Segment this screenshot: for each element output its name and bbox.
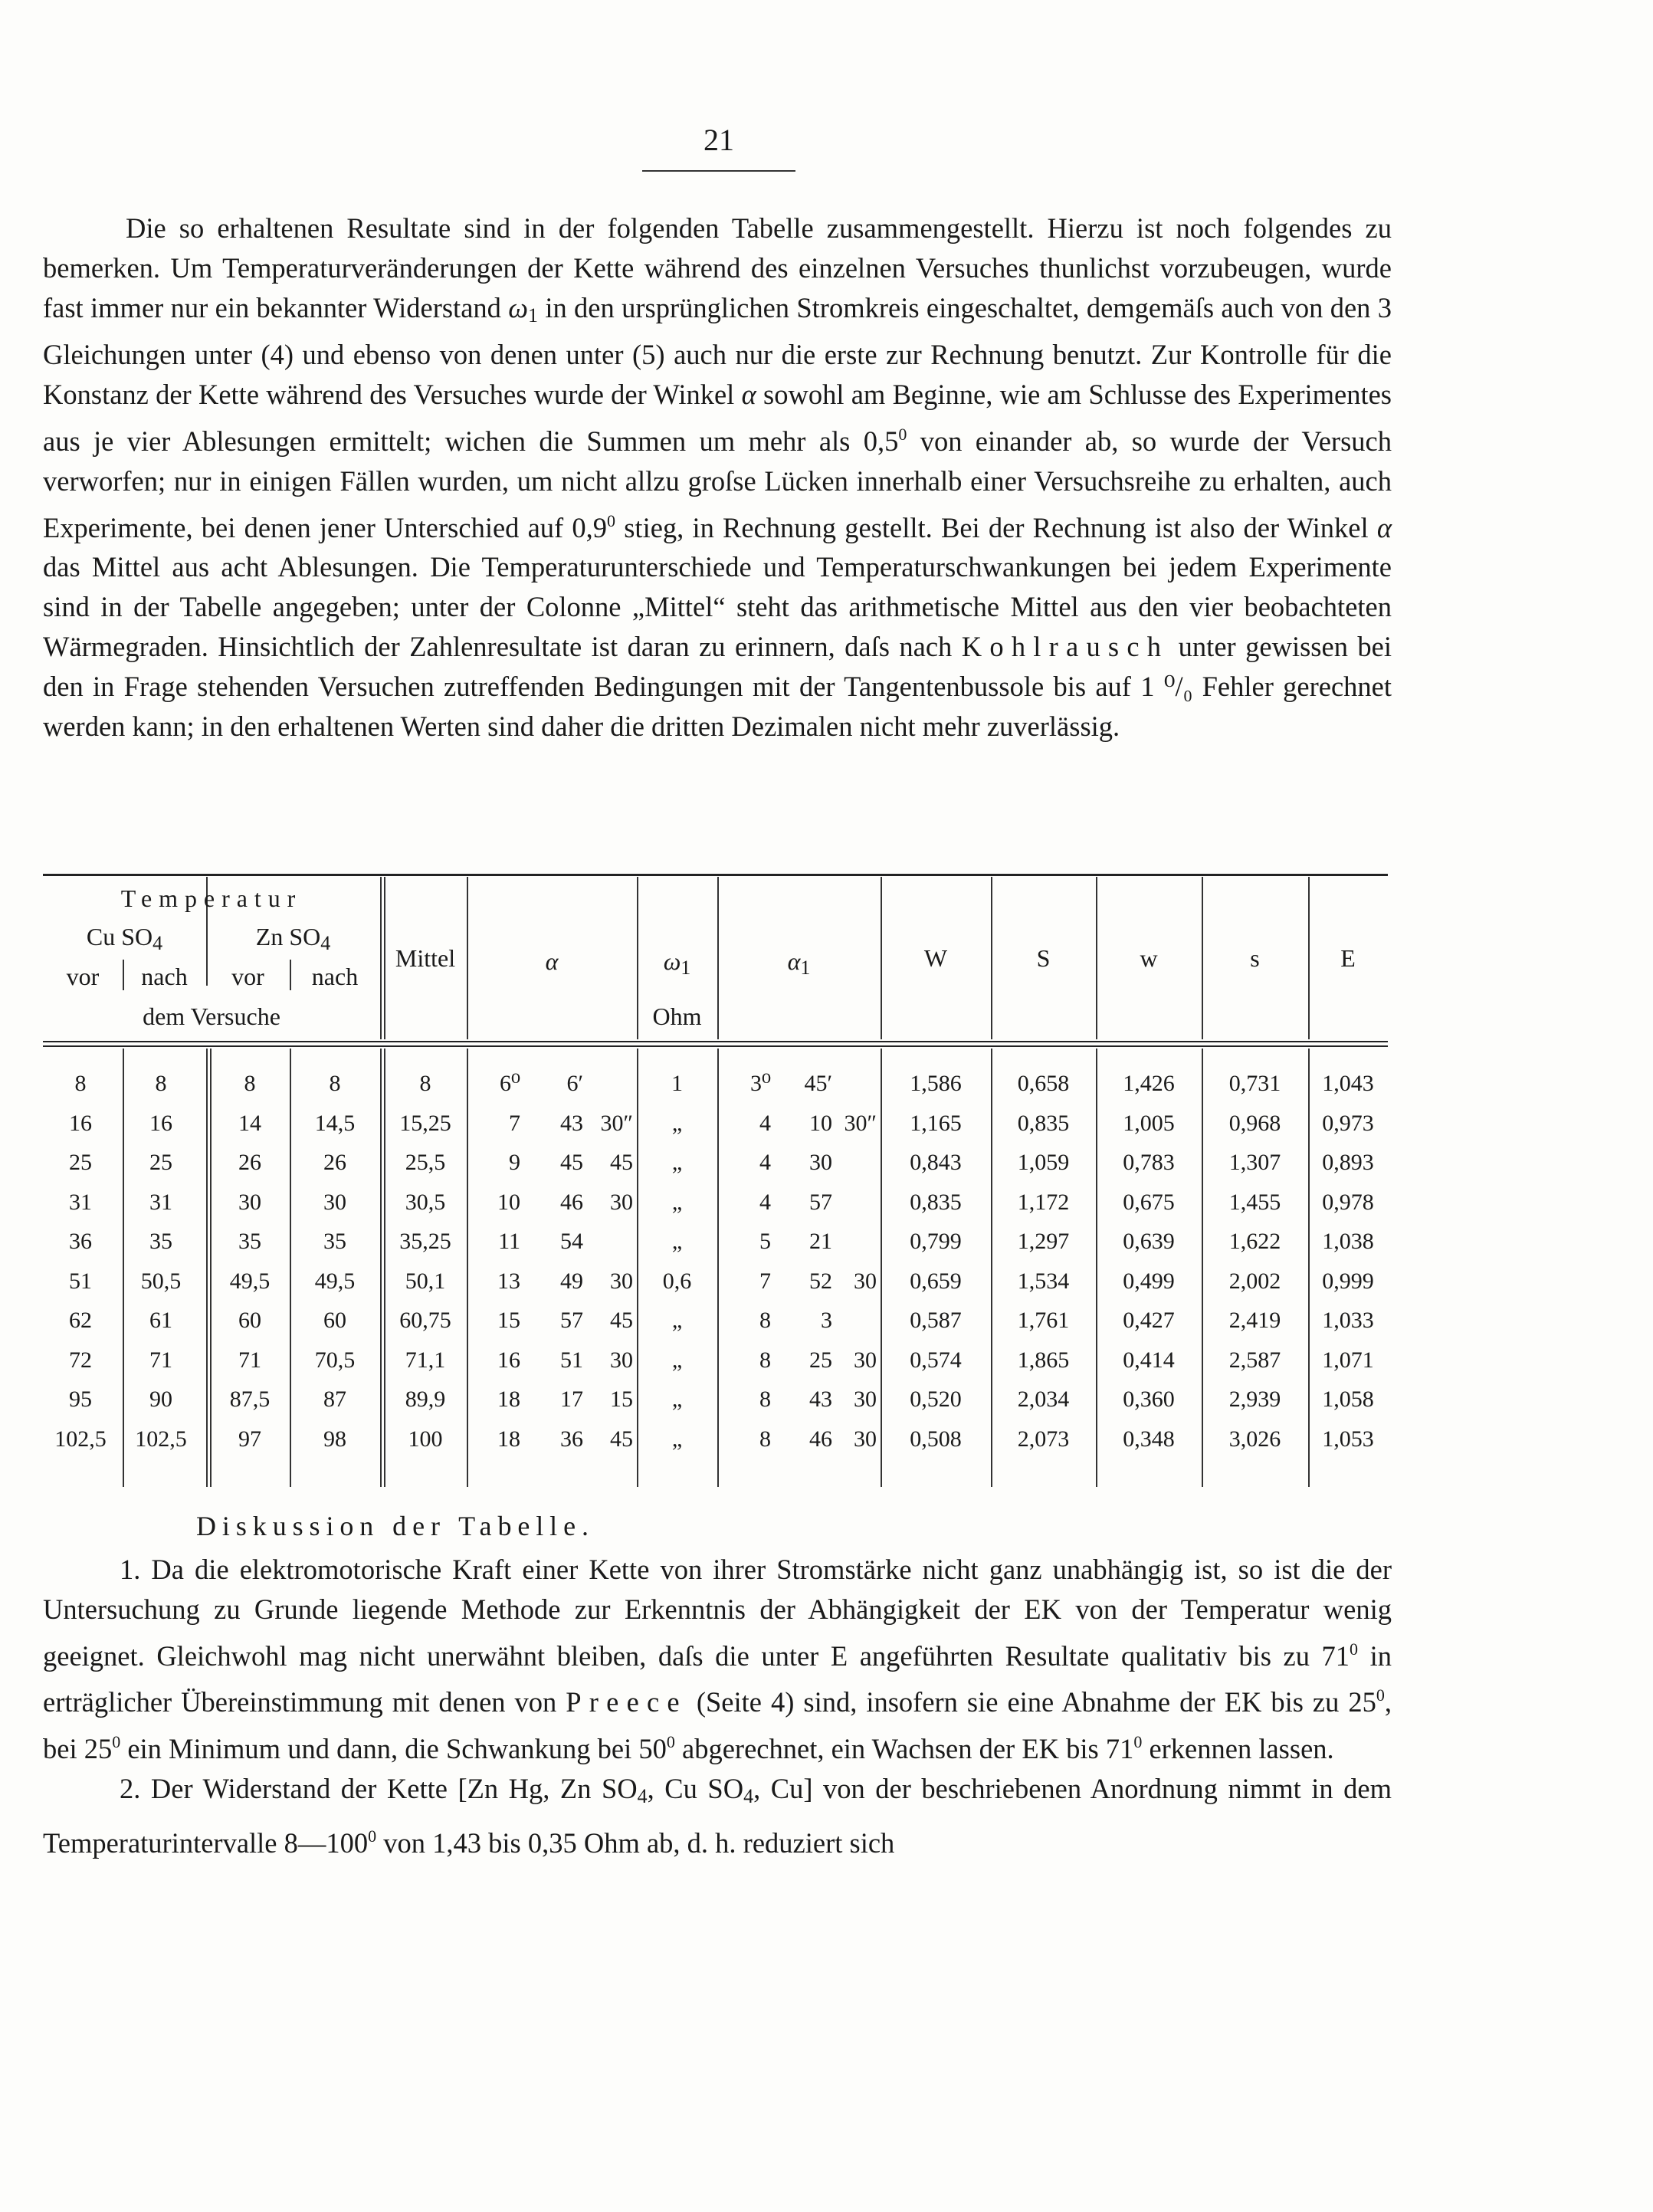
cell-W: 1,165 [910, 1110, 962, 1136]
cell-E: 1,053 [1322, 1426, 1374, 1452]
cell-a_deg: 15 [497, 1308, 520, 1333]
cell-cu_vor: 51 [69, 1268, 92, 1294]
p1-part4: , bei 25 [43, 1686, 1392, 1765]
cell-a_deg: 10 [497, 1189, 520, 1215]
cell-E: 0,999 [1322, 1268, 1374, 1294]
cell-cu_vor: 25 [69, 1150, 92, 1175]
cell-a1_min: 46 [809, 1426, 832, 1452]
cell-zn_vor: 35 [238, 1229, 261, 1254]
divider [206, 1049, 208, 1487]
cell-W: 0,659 [910, 1268, 962, 1294]
intro-part3: sowohl am Beginne, wie am Schlusse des Experimentes aus je vier Ablesungen ermittelt; wichen die Summen um mehr als 0,5 [43, 379, 1392, 457]
cell-a_min: 54 [560, 1229, 583, 1254]
cell-omega: „ [671, 1229, 683, 1254]
cell-cu_nach: 16 [149, 1110, 172, 1136]
cell-S: 1,059 [1017, 1150, 1070, 1175]
cell-cu_nach: 31 [149, 1189, 172, 1215]
header-alpha [467, 946, 637, 976]
cell-a1_min: 52 [809, 1268, 832, 1294]
cell-mittel: 89,9 [405, 1387, 446, 1412]
header-zn-vor: vor [231, 963, 264, 990]
cell-zn_nach: 98 [323, 1426, 346, 1452]
cell-S: 0,835 [1017, 1110, 1070, 1136]
cell-E: 0,973 [1322, 1110, 1374, 1136]
cell-E: 0,978 [1322, 1189, 1374, 1215]
cell-cu_vor: 36 [69, 1229, 92, 1254]
subscript: 4 [743, 1784, 754, 1807]
cell-zn_vor: 71 [238, 1347, 261, 1373]
cell-zn_nach: 70,5 [314, 1347, 356, 1373]
p2-part1: 2. Der Widerstand der Kette [Zn Hg, Zn SO [120, 1772, 638, 1804]
cell-a1_sec: 30 [854, 1268, 877, 1294]
cell-zn_nach: 49,5 [314, 1268, 356, 1294]
header-omega1 [637, 946, 717, 983]
degree-sign: 0 [607, 510, 616, 530]
cell-W: 0,843 [910, 1150, 962, 1175]
degree-sign: 0 [368, 1826, 377, 1846]
cell-zn_vor: 8 [244, 1071, 256, 1096]
cell-S: 1,172 [1017, 1189, 1070, 1215]
table-header-rule [43, 1045, 1388, 1047]
cell-E: 1,038 [1322, 1229, 1374, 1254]
header-ohm: Ohm [652, 1003, 702, 1030]
header-S: S [1036, 944, 1051, 972]
cell-cu_vor: 102,5 [54, 1426, 107, 1452]
cell-w: 0,348 [1123, 1426, 1175, 1452]
p1-part5: ein Minimum und dann, die Schwankung bei 50 [120, 1733, 667, 1765]
intro-part5: stieg, in Rechnung gestellt. Bei der Rechnung ist also der Winkel [615, 511, 1377, 543]
cell-a1_min: 3 [821, 1308, 832, 1333]
p2-part4: von 1,43 bis 0,35 Ohm ab, d. h. reduziert sich [376, 1826, 895, 1859]
intro-part2: in den ursprünglichen Stromkreis eingeschaltet, demgemäſs auch von den 3 Gleichungen unter (4) und ebenso von denen unter (5) auch nur die erste zur Rechnung benutzt. Zur Kontrolle für die Konstanz der Kette während des Versuches wurde der Winkel [43, 291, 1392, 411]
header-zn-nach: nach [311, 963, 359, 990]
cell-cu_vor: 8 [74, 1071, 87, 1096]
cell-omega: 1 [671, 1071, 683, 1096]
cell-a_min: 17 [560, 1387, 583, 1412]
intro-part6: das Mittel aus acht Ablesungen. Die Temperaturunterschiede und Temperaturschwankungen bei jedem Experimente sind in der Tabelle angegeben; unter der Colonne „Mittel“ steht das arithmetische Mittel aus den vier beobachteten Wärmegraden. Hinsichtlich der Zahlenresultate ist daran zu erinnern, daſs nach [43, 551, 1392, 662]
cell-s: 1,307 [1228, 1150, 1281, 1175]
cell-a_min: 36 [560, 1426, 583, 1452]
cell-zn_nach: 30 [323, 1189, 346, 1215]
cell-zn_nach: 35 [323, 1229, 346, 1254]
cell-W: 0,835 [910, 1189, 962, 1215]
omega-subscript: 1 [528, 304, 538, 327]
cell-W: 0,587 [910, 1308, 962, 1333]
cell-cu_nach: 102,5 [135, 1426, 187, 1452]
results-table [43, 874, 1388, 1487]
header-alpha1 [717, 946, 881, 983]
cell-a_min: 45 [560, 1150, 583, 1175]
cell-S: 1,865 [1017, 1347, 1070, 1373]
cell-a1_min: 57 [809, 1189, 832, 1215]
cell-E: 1,043 [1322, 1071, 1374, 1096]
cell-omega: 0,6 [662, 1268, 692, 1294]
header-omega1-text: ω [663, 947, 681, 975]
cell-a_min: 46 [560, 1189, 583, 1215]
cell-mittel: 35,25 [399, 1229, 451, 1254]
alpha-symbol: α [1376, 511, 1392, 543]
cell-a_min: 51 [560, 1347, 583, 1373]
cell-a1_min: 10 [809, 1110, 832, 1136]
cell-s: 3,026 [1228, 1426, 1281, 1452]
cell-w: 0,675 [1123, 1189, 1175, 1215]
cell-cu_nach: 8 [155, 1071, 167, 1096]
cell-a_sec: 45 [610, 1308, 633, 1333]
cell-a1_deg: 8 [759, 1347, 771, 1373]
cell-a1_min: 43 [809, 1387, 832, 1412]
intro-text [43, 208, 1392, 746]
page-number-rule [642, 170, 795, 172]
header-alpha1-text: α [787, 947, 801, 975]
divider [380, 877, 382, 1039]
p1-part3: (Seite 4) sind, insofern sie eine Abnahme der EK bis zu 25 [687, 1686, 1376, 1718]
cell-cu_nach: 25 [149, 1150, 172, 1175]
cell-a_min: 43 [560, 1110, 583, 1136]
cell-zn_nach: 87 [323, 1387, 346, 1412]
cell-a1_deg: 8 [759, 1426, 771, 1452]
cell-a1_deg: 4 [759, 1189, 771, 1215]
cell-a_sec: 15 [610, 1387, 633, 1412]
cell-omega: „ [671, 1308, 683, 1333]
cell-mittel: 60,75 [399, 1308, 451, 1333]
cell-omega: „ [671, 1387, 683, 1412]
author-preece: Preece [566, 1686, 687, 1718]
table-header-rule [43, 1041, 1388, 1042]
header-cuso4-sub: 4 [153, 932, 163, 954]
header-s: s [1250, 944, 1260, 972]
cell-w: 0,783 [1123, 1150, 1175, 1175]
p1-part7: erkennen lassen. [1142, 1733, 1334, 1765]
cell-w: 1,426 [1123, 1071, 1175, 1096]
header-W: W [923, 944, 948, 972]
cell-zn_nach: 14,5 [314, 1110, 356, 1136]
cell-a1_deg: 8 [759, 1308, 771, 1333]
degree-sign: 0 [1376, 1685, 1385, 1705]
header-cuso4-text: Cu SO [86, 923, 153, 950]
cell-a_sec: 45 [610, 1150, 633, 1175]
degree-sign: 0 [112, 1732, 121, 1752]
cell-s: 2,587 [1228, 1347, 1281, 1373]
cell-mittel: 15,25 [399, 1110, 451, 1136]
divider [380, 1049, 382, 1487]
cell-E: 1,033 [1322, 1308, 1374, 1333]
cell-S: 2,034 [1017, 1387, 1070, 1412]
percent-sign: ⁰/₀ [1163, 670, 1193, 702]
section-title: Diskussion der Tabelle. [196, 1511, 595, 1541]
cell-cu_vor: 95 [69, 1387, 92, 1412]
cell-zn_vor: 97 [238, 1426, 261, 1452]
cell-W: 0,520 [910, 1387, 962, 1412]
cell-E: 1,071 [1322, 1347, 1374, 1373]
cell-s: 0,731 [1228, 1071, 1281, 1096]
cell-S: 2,073 [1017, 1426, 1070, 1452]
cell-s: 0,968 [1228, 1110, 1281, 1136]
cell-omega: „ [671, 1347, 683, 1373]
cell-s: 2,419 [1228, 1308, 1281, 1333]
cell-a_min: 49 [560, 1268, 583, 1294]
cell-a1_sec: 30 [854, 1426, 877, 1452]
cell-zn_vor: 30 [238, 1189, 261, 1215]
cell-s: 2,002 [1228, 1268, 1281, 1294]
header-znso4-text: Zn SO [255, 923, 321, 950]
cell-w: 0,639 [1123, 1229, 1175, 1254]
cell-mittel: 30,5 [405, 1189, 446, 1215]
cell-a_sec: 45 [610, 1426, 633, 1452]
cell-mittel: 8 [419, 1071, 431, 1096]
cell-zn_nach: 8 [329, 1071, 341, 1096]
cell-a1_sec: 30 [854, 1387, 877, 1412]
cell-zn_vor: 14 [238, 1110, 261, 1136]
degree-sign: 0 [1350, 1639, 1359, 1659]
cell-a1_deg: 4 [759, 1150, 771, 1175]
alpha-symbol: α [741, 379, 756, 411]
cell-zn_nach: 60 [323, 1308, 346, 1333]
degree-sign: 0 [1133, 1732, 1143, 1752]
cell-zn_vor: 87,5 [229, 1387, 271, 1412]
discussion-point-2 [43, 1769, 1392, 1863]
header-temperatur: Temperatur [120, 884, 303, 912]
cell-E: 1,058 [1322, 1387, 1374, 1412]
cell-mittel: 71,1 [405, 1347, 446, 1373]
cell-w: 1,005 [1123, 1110, 1175, 1136]
cell-a_deg: 18 [497, 1387, 520, 1412]
p2-part3: , Cu] von der beschriebenen Anordnung nimmt in dem Temperaturintervalle 8—100 [43, 1772, 1392, 1859]
discussion [43, 1550, 1392, 1863]
cell-S: 1,297 [1017, 1229, 1070, 1254]
cell-a1_deg: 7 [759, 1268, 771, 1294]
cell-cu_vor: 31 [69, 1189, 92, 1215]
table-top-rule [43, 874, 1388, 876]
cell-a_deg: 13 [497, 1268, 520, 1294]
page-number: 21 [704, 123, 734, 157]
cell-a_deg: 6⁰ [499, 1071, 520, 1096]
cell-a_sec: 30 [610, 1347, 633, 1373]
p1-part2: in erträglicher Übereinstimmung mit denen von [43, 1639, 1392, 1718]
header-cuso4 [43, 921, 206, 959]
intro-part7: unter gewissen bei den in Frage stehenden Versuchen zutreffenden Bedingungen mit der Tangentenbussole bis auf 1 [43, 630, 1392, 702]
cell-a_sec: 30 [610, 1189, 633, 1215]
intro-paragraph [43, 208, 1392, 746]
cell-a_deg: 18 [497, 1426, 520, 1452]
cell-W: 1,586 [910, 1071, 962, 1096]
cell-S: 1,761 [1017, 1308, 1070, 1333]
cell-a_deg: 11 [498, 1229, 520, 1254]
cell-a_sec: 30 [610, 1268, 633, 1294]
cell-a_sec: 30″ [600, 1110, 633, 1136]
cell-a1_deg: 5 [759, 1229, 771, 1254]
header-znso4-sub: 4 [320, 932, 331, 954]
cell-W: 0,574 [910, 1347, 962, 1373]
header-E: E [1340, 944, 1356, 972]
cell-cu_vor: 16 [69, 1110, 92, 1136]
cell-a1_deg: 3⁰ [749, 1071, 771, 1096]
cell-zn_vor: 49,5 [229, 1268, 271, 1294]
cell-S: 1,534 [1017, 1268, 1070, 1294]
cell-cu_nach: 50,5 [140, 1268, 182, 1294]
degree-sign: 0 [666, 1732, 675, 1752]
p2-part2: , Cu SO [647, 1772, 744, 1804]
cell-a1_sec: 30 [854, 1347, 877, 1373]
cell-a1_sec: 30″ [844, 1110, 877, 1136]
cell-a_min: 57 [560, 1308, 583, 1333]
cell-cu_vor: 62 [69, 1308, 92, 1333]
subscript: 4 [637, 1784, 648, 1807]
header-alpha-text: α [545, 947, 559, 975]
intro-part1: Die so erhaltenen Resultate sind in der folgenden Tabelle zusammengestellt. Hierzu ist noch folgendes zu bemerken. Um Temperaturveränderungen der Kette während des einzelnen Versuches thunlichst vorzubeugen, wurde fast immer nur ein bekannter Widerstand [43, 212, 1392, 323]
cell-cu_vor: 72 [69, 1347, 92, 1373]
cell-W: 0,799 [910, 1229, 962, 1254]
cell-omega: „ [671, 1426, 683, 1452]
cell-omega: „ [671, 1110, 683, 1136]
cell-mittel: 100 [408, 1426, 443, 1452]
cell-zn_vor: 26 [238, 1150, 261, 1175]
header-alpha1-sub: 1 [800, 957, 811, 979]
cell-w: 0,414 [1123, 1347, 1175, 1373]
header-cu-nach: nach [141, 963, 188, 990]
cell-W: 0,508 [910, 1426, 962, 1452]
cell-a_deg: 7 [509, 1110, 520, 1136]
cell-cu_nach: 90 [149, 1387, 172, 1412]
cell-s: 1,455 [1228, 1189, 1281, 1215]
cell-cu_nach: 71 [149, 1347, 172, 1373]
author-kohlrausch: Kohlrausch [961, 630, 1169, 662]
degree-sign: 0 [898, 424, 907, 444]
p1-part1: 1. Da die elektromotorische Kraft einer Kette von ihrer Stromstärke nicht ganz unabhängig ist, so ist die der Untersuchung zu Grunde liegende Methode zur Erkenntnis der Abhängigkeit der EK von der Temperatur wenig geeignet. Gleichwohl mag nicht unerwähnt bleiben, daſs die unter E angeführten Resultate qualitativ bis zu 71 [43, 1554, 1392, 1672]
cell-a1_deg: 8 [759, 1387, 771, 1412]
discussion-point-1 [43, 1550, 1392, 1769]
cell-s: 2,939 [1228, 1387, 1281, 1412]
cell-a1_min: 30 [809, 1150, 832, 1175]
omega-symbol: ω [508, 291, 528, 323]
header-mittel: Mittel [395, 944, 456, 972]
cell-zn_vor: 60 [238, 1308, 261, 1333]
cell-mittel: 25,5 [405, 1150, 446, 1175]
cell-omega: „ [671, 1189, 683, 1215]
cell-E: 0,893 [1322, 1150, 1374, 1175]
cell-a1_min: 21 [809, 1229, 832, 1254]
cell-w: 0,427 [1123, 1308, 1175, 1333]
cell-cu_nach: 61 [149, 1308, 172, 1333]
cell-a_deg: 9 [509, 1150, 520, 1175]
cell-a1_min: 25 [809, 1347, 832, 1373]
cell-cu_nach: 35 [149, 1229, 172, 1254]
header-znso4 [206, 921, 380, 959]
cell-a1_min: 45′ [804, 1071, 832, 1096]
cell-zn_nach: 26 [323, 1150, 346, 1175]
cell-w: 0,499 [1123, 1268, 1175, 1294]
cell-S: 0,658 [1017, 1071, 1070, 1096]
header-omega1-sub: 1 [681, 957, 691, 979]
cell-a1_deg: 4 [759, 1110, 771, 1136]
p1-part6: abgerechnet, ein Wachsen der EK bis 71 [674, 1733, 1134, 1765]
header-cu-vor: vor [66, 963, 100, 990]
cell-w: 0,360 [1123, 1387, 1175, 1412]
cell-mittel: 50,1 [405, 1268, 446, 1294]
intro-part4: von einander ab, so wurde der Versuch verworfen; nur in einigen Fällen wurden, um nicht allzu groſse Lücken innerhalb einer Versuchsreihe zu erhalten, auch Experimente, bei denen jener Unterschied auf 0,9 [43, 425, 1392, 543]
cell-a_deg: 16 [497, 1347, 520, 1373]
intro-part8: Fehler gerechnet werden kann; in den erhaltenen Werten sind daher die dritten Dezimalen nicht mehr zuverlässig. [43, 670, 1392, 742]
header-w: w [1140, 944, 1158, 972]
cell-omega: „ [671, 1150, 683, 1175]
cell-s: 1,622 [1228, 1229, 1281, 1254]
header-dem-versuche: dem Versuche [143, 1003, 280, 1030]
cell-a_min: 6′ [566, 1071, 583, 1096]
